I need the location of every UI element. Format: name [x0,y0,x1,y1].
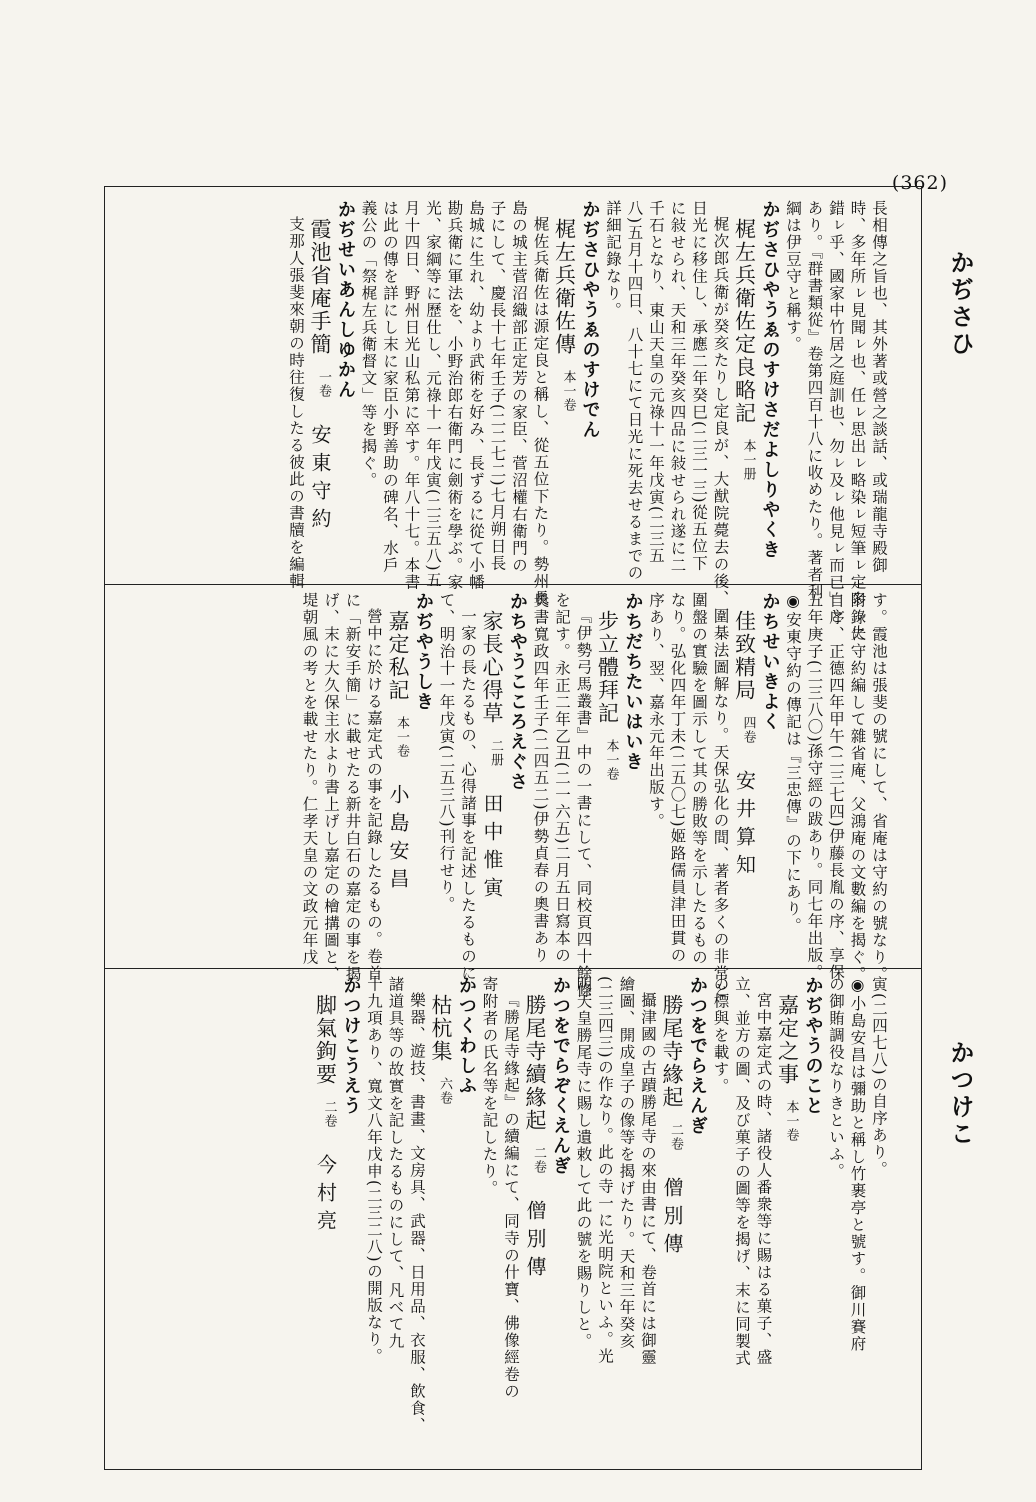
entry-reading: かぢさひやうゑのすけでん [579,200,601,440]
entry-title [524,976,545,1460]
entry-reading: かちせいきよく [759,592,781,732]
entry-volume: 二卷 [321,1100,337,1128]
entry-title-name: 霞池省庵手簡 [308,218,332,356]
entry-volume: 本一卷 [783,1100,799,1142]
text-line: 自序、正德四年甲午(二三七四)伊藤長胤の序、享保 [827,592,845,982]
entry-title-name: 佳致精局 [732,610,757,702]
entry-title [554,200,575,580]
text-line: 『伊勢弓馬叢書』中の一書にして、同校頁四十餘條 [574,608,593,999]
text-line: 圍棊法圖解なり。天保弘化の間、著者多くの非常と [711,608,730,999]
entry-author: 安井算知 [732,770,757,882]
entry-author: 田中惟寅 [480,793,504,905]
text-line: 梶佐兵衛佐は源定良と稱し、從五位下たり。勢州長 [531,216,550,607]
text-line: の標與を載す。 [711,976,730,1095]
text-line: ◉小島安昌は彌助と稱し竹裹亭と號す。御川賽府 [848,976,867,1353]
entry-volume: 本一卷 [560,370,576,412]
entry-reading: かぢさひやうゑのすけさだよしりやくき [759,200,781,560]
entry-title-name: 嘉定之事 [775,994,800,1086]
entry-author: 僧別傳 [523,1200,547,1284]
entry-reading: かぢやうしき [413,592,434,712]
entry-title [387,592,408,964]
running-head-top: かぢさひ [946,250,975,358]
entry-title-name: 勝尾寺緣起 [660,994,684,1109]
entry-title [481,592,502,964]
entry-volume: 二卷 [668,1123,683,1151]
entry-title-name: 家長心得草 [480,610,504,725]
text-line: 梶次郎兵衛が癸亥たりし定良が、大猷院薨去の後、 [711,216,730,607]
text-line: 日光に移住し、承應二年癸巳(二三一三)從五位下 [690,200,708,573]
entry-title [309,200,330,580]
entry-title-name: 勝尾寺續緣起 [523,994,547,1132]
text-line: 詳細記錄なり。 [604,200,622,319]
entry-reading: かつけこうえう [340,976,362,1116]
entry-title [734,592,755,964]
entry-title [430,976,451,1460]
text-line: は此の傳を詳にし末に家臣小野善助の碑名、水戶 [381,200,399,574]
text-line: 五年庚子(二三八〇)孫守經の跋あり。同七年出版。 [805,592,824,982]
text-line: 寄附者の氏名等を記したり。 [480,976,499,1197]
text-line: 島の城主菅沼織部正定芳の家臣、菅沼權右衛門の [510,200,528,574]
text-line: 附錄に守約編して雜省庵、父鴻庵の文數編を揭ぐ。 [848,592,867,983]
page-number: (362) [891,172,948,194]
text-line: を記す。永正二年乙丑(二一六五)二月五日寫本の [553,592,571,965]
entry-author: 今村亮 [313,1154,338,1238]
text-line: 支那人張斐來朝の時往復したる彼此の書牘を編輯 [287,216,305,590]
section-bottom [126,976,886,1460]
text-line: に敍せられ、天和三年癸亥四品に敍せられ遂に二 [668,200,687,574]
entry-reading: かちだちたいはいき [622,592,644,772]
entry-title-name: 嘉定私記 [386,610,410,702]
divider-bottom [104,968,922,969]
text-line: 序あり、翌、嘉永元年出版す。 [647,592,665,830]
text-line: (二三四三)の作なり。此の寺一に光明院といふ。光 [596,976,614,1366]
entry-title-name: 梶左兵衛佐傳 [552,218,577,356]
text-line: 八)五月十四日、八十七にて日光に死去せるまでの [625,200,644,582]
text-line: あり。『群書類從』卷第四百十八に收めたり。著者利 [805,200,824,601]
text-line: 島城に生れ、幼より武術を好み、長ずるに從て小幡 [467,200,485,591]
text-line: 『勝尾寺緣起』の續編にて、同寺の什寶、佛像經卷の [502,992,520,1400]
text-line: 月十四日、野州日光山私第に卒す。年八十七。本書 [402,200,421,591]
entry-volume: 本一册 [740,439,756,481]
section-middle [126,592,888,999]
text-line: 營中に於ける嘉定式の事を記錄したるもの。卷首 [365,608,383,982]
text-line: 十九項あり、寬文八年戊申(二三二八)の開版なり。 [365,976,383,1366]
text-line: 光、家綱等に歷仕し、元祿十一年戊寅(二三五八)五 [424,200,442,590]
entry-reading: かつをでらえんぎ [687,976,708,1136]
entry-volume: 二卷 [531,1146,546,1174]
text-line: て、明治十一年戊寅(二五三八)刊行せり。 [437,592,456,914]
text-line: 繪圖、開成皇子の像等を揭げたり。天和三年癸亥 [617,976,636,1350]
text-line: 綱は伊豆守と稱す。 [784,200,802,353]
entry-title-name: 枯杭集 [429,994,453,1063]
entry-volume: 本一卷 [603,739,619,781]
text-line: す。霞池は張斐の號にして、省庵は守約の號なり。 [870,592,888,983]
entry-reading: かつをでらぞくえんぎ [550,976,571,1176]
entry-volume: 四卷 [740,716,756,744]
text-line: 攝津國の古蹟勝尾寺の來由書にて、卷首には御靈 [639,992,657,1366]
divider-top [104,584,922,585]
section-top [126,200,888,642]
entry-author: 安東守約 [308,424,332,536]
text-line: げ、末に大久保主水より書上げし嘉定の檜搆圖と、 [322,592,340,983]
entry-volume: 二册 [488,739,503,767]
entry-volume: 本一卷 [394,716,409,758]
entry-author: 小島安昌 [386,784,410,896]
text-line: 堤朝風の考とを載せたり。仁孝天皇の文政元年戊 [300,592,319,966]
text-line: 錯ㇾ乎、國家中竹居之庭訓也、勿ㇾ及ㇾ他見ㇾ而已」と [827,200,845,625]
entry-title [734,200,755,580]
entry-reading: かぢやうのこと [802,976,824,1116]
text-line: 立、並方の圖、及び菓子の圖等を揭げ、末に同製式 [733,976,751,1367]
text-line: 諸道具等の故實を記したるものにして、凡べて九 [386,976,405,1350]
entry-title [661,976,682,1460]
entry-title-name: 脚氣鉤要 [313,994,338,1086]
text-line: 一家の長たるもの、心得諸事を記述したるものに [459,608,477,982]
entry-reading: かぢせいあんしゆかん [335,200,356,400]
entry-reading: かつくわしふ [456,976,477,1096]
text-line: なり。弘化四年丁未(二五〇七)姬路儒員津田貫の [668,592,687,965]
text-line: に「新安手簡」に載せたる新井白石の嘉定の事を揭 [343,592,362,983]
entry-title [597,592,618,964]
text-line: 圍盤の實驗を圖示して其の勝敗等を示したるもの [690,592,708,966]
text-line: ◉安東守約の傳記は『三忠傳』の下にあり。 [784,592,802,935]
entry-title-name: 梶左兵衛佐定良略記 [732,218,757,425]
text-line: 勘兵衛に軍法を、小野治郎右衛門に劍術を學ぶ。家 [445,200,464,591]
entry-reading: かちやうこころえぐさ [507,592,528,792]
entry-volume: 六卷 [437,1077,452,1105]
text-line: 寅(二四七八)の自序あり。 [870,976,888,1179]
entry-volume: 一卷 [316,370,331,398]
text-line: 義公の「祭梶左兵衛督文」等を揭ぐ。 [359,200,378,489]
text-line: 長相傳之旨也、其外著或營之談話、或瑞龍寺殿御 [870,200,888,574]
entry-title [777,976,798,1460]
text-line: 明天皇勝尾寺に賜し遺敕して此の號を賜りしと。 [574,976,593,1350]
text-line: の御賄調役なりきといふ。 [827,976,845,1180]
text-line: 樂器、遊技、書畫、文房具、武器、日用品、衣服、飲食、 [408,992,426,1434]
entry-title [315,976,336,1460]
running-head-bottom: かつけこ [946,1040,975,1148]
text-line: 千石となり、東山天皇の元祿十一年戊寅(二三五 [647,200,665,565]
entry-author: 僧別傳 [660,1177,684,1261]
entry-title-name: 步立體拜記 [595,610,620,725]
text-line: 宮中嘉定式の時、諸役人番衆等に賜はる菓子、盛 [754,992,773,1366]
text-line: 子にして、慶長十七年壬子(二二七二)七月朔日長 [488,200,507,573]
text-line: 奧書寬政四年壬子(二四五二)伊勢貞春の奧書あり [531,592,550,965]
text-line: 時、多年所ㇾ見聞ㇾ也、任ㇾ思出ㇾ略染ㇾ短筆ㇾ定多ㇾ失 [848,200,867,642]
